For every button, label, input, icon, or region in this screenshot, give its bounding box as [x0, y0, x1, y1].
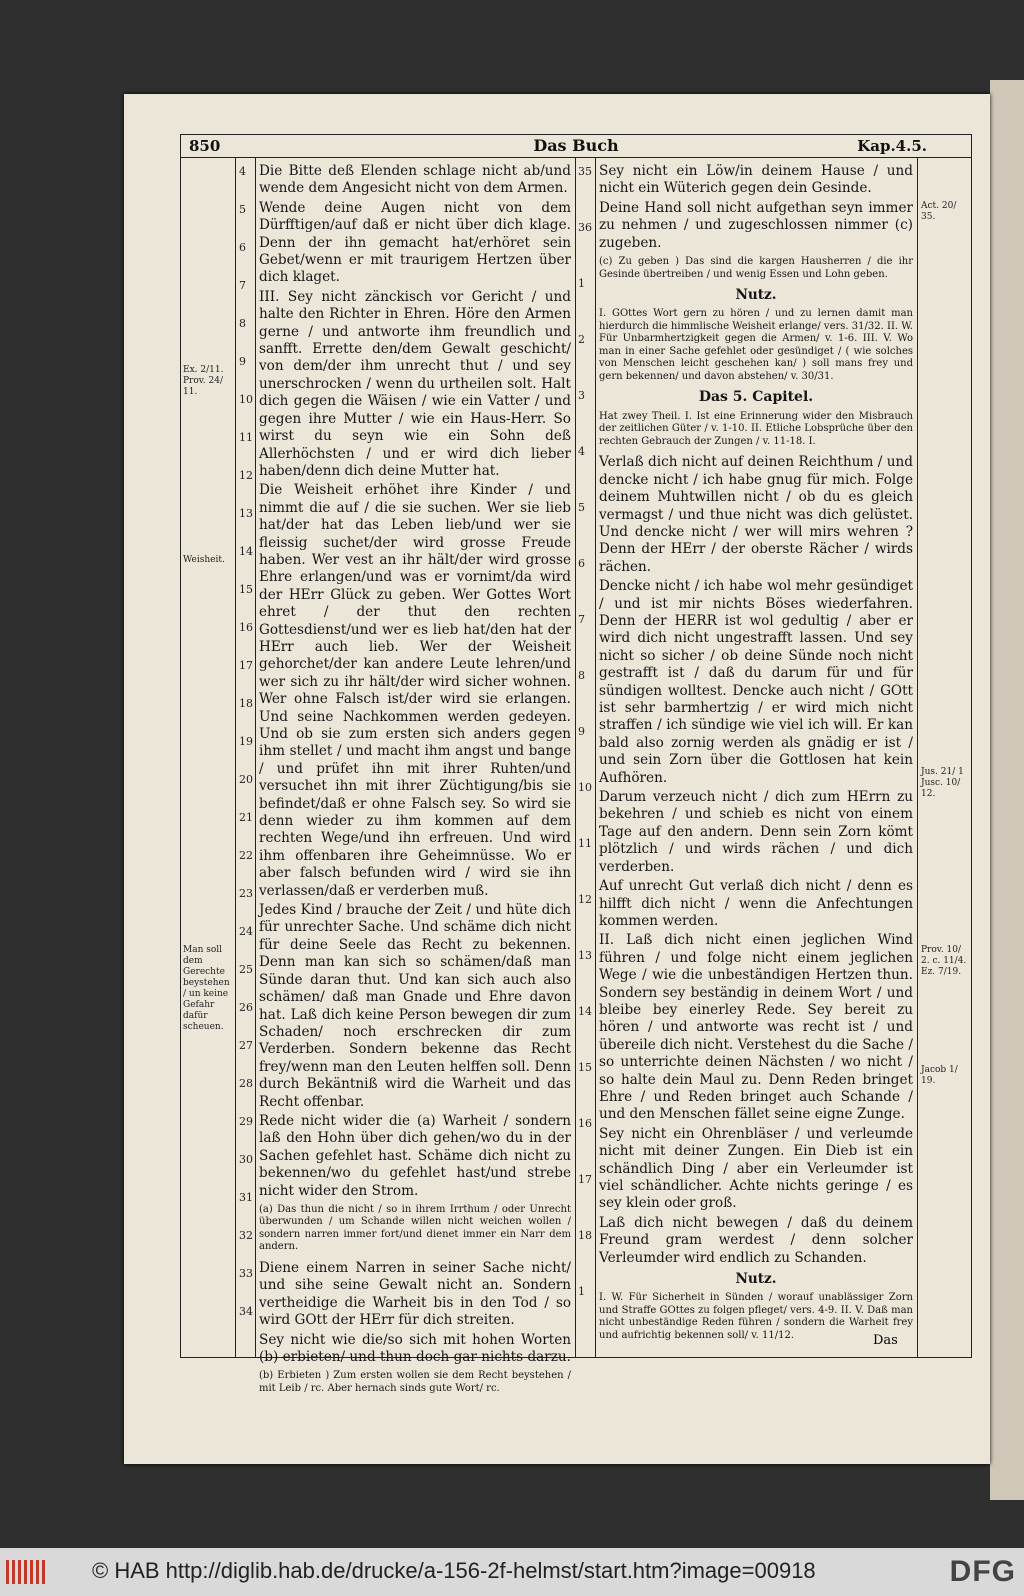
verse-number: 16	[578, 1117, 592, 1130]
verse-number: 25	[239, 963, 253, 976]
verse-number: 17	[239, 659, 253, 672]
dfg-logo: DFG	[949, 1555, 1016, 1588]
margin-note: Man soll dem Gerechte beystehen / un keine Gefahr dafür scheuen.	[183, 945, 230, 1032]
verse-paragraph: Auf unrecht Gut verlaß dich nicht / denn es hilfft dich nicht / wenn die Anfechtungen kommen werden.	[599, 878, 913, 929]
verse-number: 33	[239, 1267, 253, 1280]
margin-note: Jacob 1/ 19.	[921, 1065, 958, 1086]
verse-number: 23	[239, 887, 253, 900]
verse-paragraph: Die Bitte deß Elenden schlage nicht ab/und wende dem Angesicht nicht von dem Armen.	[259, 163, 571, 197]
margin-note: Act. 20/ 35.	[921, 201, 957, 222]
verse-number: 13	[239, 507, 253, 520]
verse-number: 32	[239, 1229, 253, 1242]
nutz-text: I. GOttes Wort gern zu hören / und zu lernen damit man hierdurch die himmlische Weisheit erlange/ vers. 31/32. II. W. Für Unbarmhertzigkeit gegen die Armen/ v. 1-6. III. V. Wo man in einer Sache gefehlet oder gesündiget / ( wie solches von Menschen leicht geschehen kan/ ) soll mans frey und gern bekennen/ und davon abstehen/ v. 30/31.	[599, 308, 913, 382]
nutz-heading: Nutz.	[735, 1271, 777, 1288]
left-verse-numbers	[239, 163, 253, 1341]
margin-note: Weisheit.	[183, 555, 225, 565]
verse-number: 15	[578, 1061, 592, 1074]
verse-paragraph: Sey nicht ein Löw/in deinem Hause / und nicht ein Wüterich gegen dein Gesinde.	[599, 163, 913, 197]
verse-number: 9	[239, 355, 246, 368]
verse-number: 18	[578, 1229, 592, 1242]
page-number: 850	[189, 137, 221, 155]
footnote-c: (c) Zu geben ) Das sind die kargen Hausherren / die ihr Gesinde übertreiben / und wenig Essen und Lohn geben.	[599, 256, 913, 280]
verse-paragraph: Wende deine Augen nicht von dem Dürfftigen/auf daß er nicht über dich klage. Denn der ihn gemacht hat/erhöret sein Gebet/wenn er mit traurigem Hertzen über dich klaget.	[259, 199, 571, 286]
chapter-heading: Das 5. Capitel.	[698, 389, 814, 406]
adjacent-page-edge	[990, 80, 1024, 1500]
verse-number: 31	[239, 1191, 253, 1204]
verse-paragraph: Jedes Kind / brauche der Zeit / und hüte dich für unrechter Sache. Und schäme dich nicht für deine Seele das Recht zu bekennen. Denn man kan sich so schämen/daß man Sünde daran thut. Und kan sich auch also schämen/ daß man Gnade und Ehre davon hat. Laß dich keine Person bewegen dir zum Schaden/ noch erschrecken dir zum Verderben. Sondern bekenne das Recht frey/wenn man den Leuten helffen soll. Denn durch Bekäntniß wird die Warheit und das Recht offenbar.	[259, 902, 571, 1110]
left-text-column	[259, 163, 571, 1401]
verse-number: 18	[239, 697, 253, 710]
library-logo-icon	[4, 1556, 48, 1588]
verse-number: 4	[239, 165, 246, 178]
verse-number: 36	[578, 221, 592, 234]
footer-bar	[0, 1548, 1024, 1596]
margin-note: Prov. 10/ 2. c. 11/4. Ez. 7/19.	[921, 945, 967, 977]
verse-number: 10	[239, 393, 253, 406]
footnote-a: (a) Das thun die nicht / so in ihrem Irrthum / oder Unrecht überwunden / um Schande willen nicht weichen wollen / sondern narren immer fort/und dienet immer ein Narr dem andern.	[259, 1203, 571, 1253]
verse-paragraph: Rede nicht wider die (a) Warheit / sondern laß den Hohn über dich gehen/wo du in der Sachen gefehlet hast. Schäme dich nicht zu bekennen/wo du gefehlet hast/und strebe nicht wider den Strom.	[259, 1112, 571, 1199]
verse-number: 11	[239, 431, 253, 444]
verse-paragraph: Sey nicht wie die/so sich mit hohen Worten (b) erbieten/ und thun doch gar nichts darzu.	[259, 1331, 571, 1365]
right-verse-numbers	[578, 163, 592, 1339]
nutz-text: I. W. Für Sicherheit in Sünden / worauf unablässiger Zorn und Straffe GOttes zu folgen pfleget/ vers. 4-9. II. V. Daß man nicht unbeständige Reden führen / sondern die Warheit frey und aufrichtig bekennen soll/ v. 11/12.	[599, 1292, 913, 1341]
verse-paragraph: Verlaß dich nicht auf deinen Reichthum / und dencke nicht / ich habe gnug für mich. Folge deinem Muhtwillen nicht / ob du es gleich vermagst / und thue nicht was dich gelüstet. Und dencke nicht / wer will mirs wehren ? Denn der HErr / der oberste Rächer / wirds rächen.	[599, 454, 913, 575]
catchword: Das	[873, 1333, 898, 1348]
verse-number: 12	[239, 469, 253, 482]
verse-number: 4	[578, 445, 585, 458]
chapter-label: Kap.4.5.	[857, 137, 927, 155]
verse-paragraph: Darum verzeuch nicht / dich zum HErrn zu bekehren / und schieb es nicht von einem Tage auf den andern. Denn sein Zorn kömt plötzlich / und wirds rächen / und dich verderben.	[599, 789, 913, 875]
column-rule	[595, 157, 596, 1357]
verse-number: 8	[239, 317, 246, 330]
verse-number: 7	[239, 279, 246, 292]
verse-number: 5	[578, 501, 585, 514]
verse-paragraph: III. Sey nicht zänckisch vor Gericht / und halte den Richter in Ehren. Höre den Armen gerne / und antworte ihm freundlich und sanfft. Errette den/dem Gewalt geschicht/ von dem/der ihm unrecht thut / und sey unerschrocken / wenn du urtheilen solt. Halt dich gegen die Wäisen / wie ein Vatter / und gegen ihre Mutter / wie ein Haus-Herr. So wirst du seyn wie ein Sohn deß Allerhöchsten / und er wird dich lieber haben/denn dich deine Mutter hat.	[259, 288, 571, 479]
verse-number: 21	[239, 811, 253, 824]
verse-number: 1	[578, 277, 585, 290]
verse-number: 13	[578, 949, 592, 962]
column-rule	[575, 157, 576, 1357]
verse-number: 15	[239, 583, 253, 596]
copyright-link[interactable]: © HAB http://diglib.hab.de/drucke/a-156-2f-helmst/start.htm?image=00918	[92, 1558, 816, 1583]
column-rule	[255, 157, 256, 1357]
verse-paragraph: Die Weisheit erhöhet ihre Kinder / und nimmt die auf / die sie suchen. Wer sie lieb hat/der hat das Leben lieb/und wer sie fleissig suchet/der wird grosse Freude haben. Wer vest an ihr hält/der wird grosse Ehre erlangen/und was er vornimt/da wird der HErr Glück zu geben. Wer Gottes Wort ehret / der thut den rechten Gottesdienst/und wer es lieb hat/den hat der HErr auch lieb. Wer der Weisheit gehorchet/der kan andere Leute lehren/und wer sich zu ihr hält/der wird sicher wohnen. Wer ohne Falsch ist/der wird sie erlangen. Und seine Nachkommen werden gedeyen. Und ob sie zum ersten sich anders gegen ihm stellet / und macht ihm angst und bange / und prüfet ihn mit ihrer Ruhten/und versuchet ihn mit ihrer Züchtigung/bis sie befindet/daß er ohne Falsch sey. So wird sie denn wieder zu ihm kommen auf dem rechten Wege/und ihn erfreuen. Und wird ihm offenbaren ihre Geheimnüsse. Wo er aber falsch befunden wird / wird sie ihn verlassen/daß er verderben muß.	[259, 482, 571, 899]
verse-number: 5	[239, 203, 246, 216]
verse-number: 6	[239, 241, 246, 254]
page-title: Das Buch	[533, 136, 619, 155]
verse-number: 22	[239, 849, 253, 862]
verse-number: 14	[578, 1005, 592, 1018]
verse-number: 29	[239, 1115, 253, 1128]
verse-number: 3	[578, 389, 585, 402]
verse-paragraph: II. Laß dich nicht einen jeglichen Wind führen / und folge nicht einem jeglichen Wege / wie die unbeständigen Hertzen thun. Sondern sey beständig in deinem Wort / und bleibe bey einerley Rede. Sey bereit zu hören / und antworte was recht ist / und übereile dich nicht. Verstehest du die Sache / so unterrichte deinen Nächsten / wo nicht / so halte dein Maul zu. Denn Reden bringet Ehre / und Reden bringet auch Schande / und den Menschen fället seine eigne Zunge.	[599, 932, 913, 1123]
nutz-heading: Nutz.	[735, 287, 777, 304]
margin-note: Jus. 21/ 1 Jusc. 10/ 12.	[921, 767, 964, 799]
verse-number: 16	[239, 621, 253, 634]
verse-number: 11	[578, 837, 592, 850]
right-text-column	[599, 163, 913, 1348]
verse-number: 30	[239, 1153, 253, 1166]
chapter-summary: Hat zwey Theil. I. Ist eine Erinnerung wider den Misbrauch der zeitlichen Güter / v. 1-10. II. Etliche Lobsprüche über den rechten Gebrauch der Zungen / v. 11-18. I.	[599, 410, 913, 447]
verse-number: 27	[239, 1039, 253, 1052]
verse-number: 14	[239, 545, 253, 558]
verse-number: 35	[578, 165, 592, 178]
verse-number: 7	[578, 613, 585, 626]
verse-number: 10	[578, 781, 592, 794]
running-header	[181, 135, 971, 158]
verse-number: 6	[578, 557, 585, 570]
verse-paragraph: Sey nicht ein Ohrenbläser / und verleumde nicht mit deiner Zungen. Ein Dieb ist ein schändlich Ding / aber ein Verleumder ist viel schändlicher. Achte nichts geringe / es sey klein oder groß.	[599, 1125, 913, 1212]
verse-number: 28	[239, 1077, 253, 1090]
footnote-b: (b) Erbieten ) Zum ersten wollen sie dem Recht beystehen / mit Leib / rc. Aber hernach sinds gute Wort/ rc.	[259, 1370, 571, 1394]
page-frame	[180, 134, 972, 1394]
verse-number: 8	[578, 669, 585, 682]
verse-number: 19	[239, 735, 253, 748]
verse-number: 34	[239, 1305, 253, 1318]
verse-number: 2	[578, 333, 585, 346]
verse-number: 9	[578, 725, 585, 738]
verse-number: 20	[239, 773, 253, 786]
verse-paragraph: Diene einem Narren in seiner Sache nicht/ und sihe seine Gewalt nicht an. Sondern vertheidige die Warheit bis in den Tod / so wird GOtt der HErr für dich streiten.	[259, 1259, 571, 1329]
margin-note: Ex. 2/11. Prov. 24/ 11.	[183, 365, 224, 397]
verse-paragraph: Laß dich nicht bewegen / daß du deinem Freund gram werdest / denn solcher Verleumder wird endlich zu Schanden.	[599, 1214, 913, 1266]
book-page	[124, 94, 990, 1464]
verse-number: 26	[239, 1001, 253, 1014]
verse-number: 12	[578, 893, 592, 906]
verse-number: 1	[578, 1285, 585, 1298]
verse-paragraph: Deine Hand soll nicht aufgethan seyn immer zu nehmen / und zugeschlossen nimmer (c) zugeben.	[599, 199, 913, 251]
column-rule	[917, 157, 918, 1357]
column-rule	[235, 157, 236, 1357]
verse-paragraph: Dencke nicht / ich habe wol mehr gesündiget / und ist mir nichts Böses wiederfahren. Denn der HERR ist wol gedultig / aber er wird dich nicht ungestrafft lassen. Und sey nicht so sicher / ob deine Sünde noch nicht gestrafft ist / daß du darum für und für sündigen wolltest. Dencke auch nicht / GOtt ist sehr barmhertzig / er wird mich nicht straffen / ich sündige wie viel ich will. Er kan bald also zornig werden als gnädig er ist / und sein Zorn über die Gottlosen hat kein Aufhören.	[599, 578, 913, 786]
verse-number: 24	[239, 925, 253, 938]
verse-number: 17	[578, 1173, 592, 1186]
